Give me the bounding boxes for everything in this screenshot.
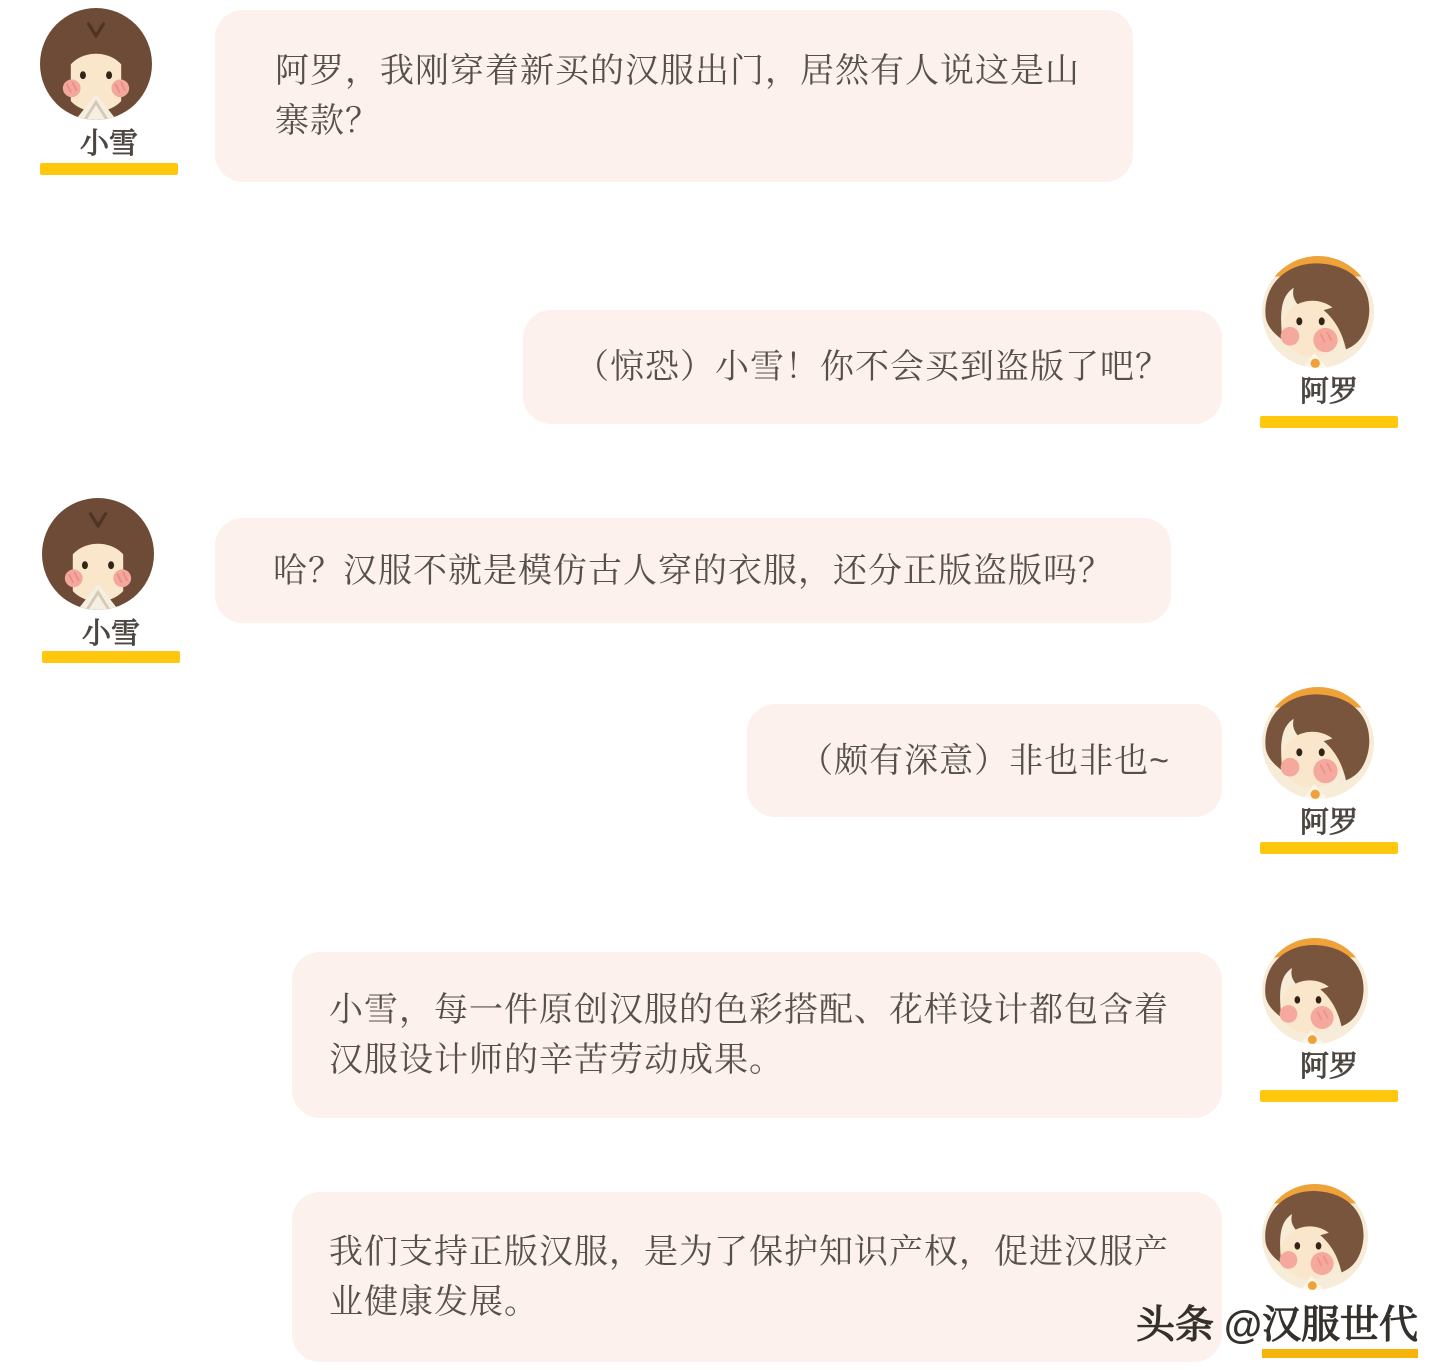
sender-name-label: 小雪: [81, 618, 140, 650]
chat-bubble: 哈？汉服不就是模仿古人穿的衣服，还分正版盗版吗？: [215, 518, 1171, 623]
name-underline-bar: [1260, 416, 1398, 428]
sender-name-label: 阿罗: [1299, 807, 1358, 839]
xiaoxue-avatar: [40, 8, 152, 120]
boy-avatar-icon: [1262, 938, 1368, 1044]
xiaoxue-avatar: [42, 498, 154, 610]
chat-bubble: （颇有深意）非也非也~: [747, 704, 1222, 817]
name-underline-bar: [1260, 842, 1398, 854]
girl-avatar-icon: [40, 8, 152, 120]
chat-bubble: 我们支持正版汉服，是为了保护知识产权，促进汉服产业健康发展。: [292, 1192, 1222, 1362]
name-underline-bar: [40, 163, 178, 175]
aluo-avatar: [1262, 938, 1368, 1044]
sender-name-label: 阿罗: [1299, 1051, 1358, 1083]
chat-bubble: 小雪，每一件原创汉服的色彩搭配、花样设计都包含着汉服设计师的辛苦劳动成果。: [292, 952, 1222, 1118]
watermark-prefix: 头条: [1136, 1304, 1215, 1347]
aluo-avatar: [1262, 687, 1374, 799]
name-underline-bar: [42, 651, 180, 663]
sender-name-label: 小雪: [79, 128, 138, 160]
chat-bubble: 阿罗，我刚穿着新买的汉服出门，居然有人说这是山寨款？: [215, 10, 1133, 182]
boy-avatar-icon: [1262, 1184, 1368, 1290]
boy-avatar-icon: [1262, 687, 1374, 799]
girl-avatar-icon: [42, 498, 154, 610]
watermark: [1136, 1294, 1418, 1350]
aluo-avatar: [1262, 256, 1374, 368]
name-underline-bar: [1260, 1090, 1398, 1102]
sender-name-label: 阿罗: [1299, 376, 1358, 408]
boy-avatar-icon: [1262, 256, 1374, 368]
chat-bubble: （惊恐）小雪！你不会买到盗版了吧？: [523, 310, 1222, 424]
watermark-account: 汉服世代: [1262, 1304, 1418, 1358]
aluo-avatar: [1262, 1184, 1368, 1290]
watermark-at-sign: @: [1224, 1304, 1263, 1347]
